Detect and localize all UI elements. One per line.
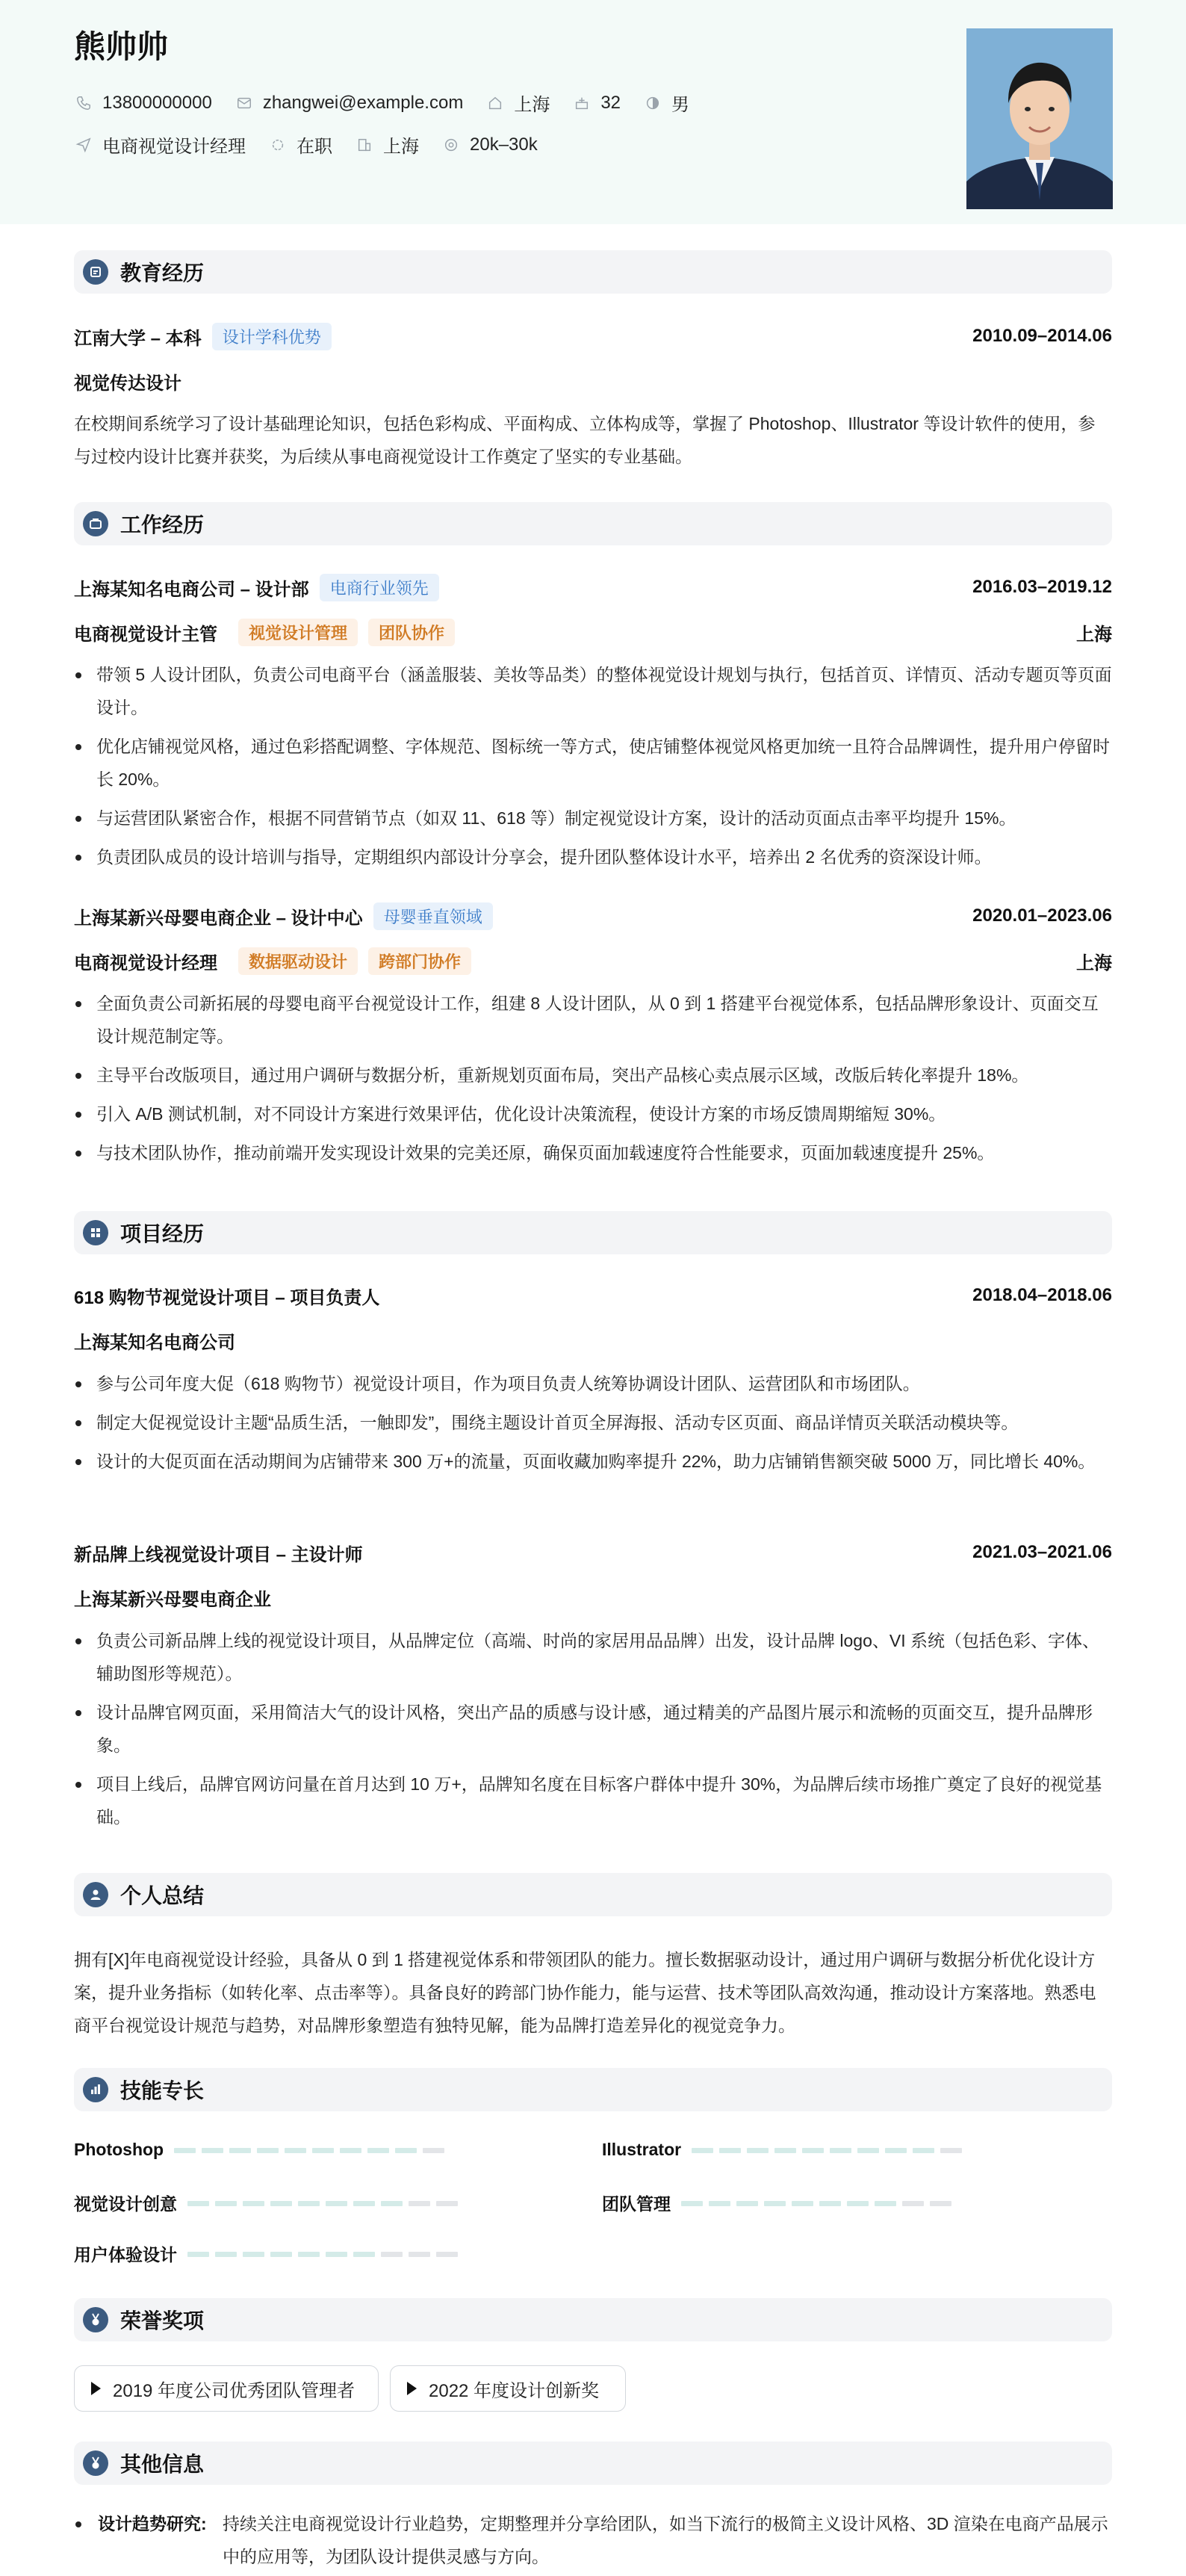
skill-level-segment bbox=[940, 2148, 962, 2153]
job-city: 上海 bbox=[1076, 953, 1112, 973]
skill-level-segment bbox=[326, 2252, 347, 2257]
skill-name: Photoshop bbox=[74, 2140, 164, 2159]
skill-level-segment bbox=[243, 2201, 264, 2206]
job-header-row bbox=[74, 571, 1112, 604]
skill-level-segment bbox=[187, 2252, 209, 2257]
project-date: 2018.04–2018.06 bbox=[972, 1285, 1112, 1305]
job-date: 2016.03–2019.12 bbox=[972, 577, 1112, 597]
user-icon bbox=[83, 1882, 108, 1907]
skill-level-segment bbox=[202, 2148, 223, 2153]
skill-level-segment bbox=[930, 2201, 951, 2206]
status-text: 在职 bbox=[296, 137, 332, 157]
section-title: 项目经历 bbox=[120, 1222, 205, 1245]
building-icon bbox=[355, 135, 374, 155]
position-item bbox=[74, 131, 246, 158]
company-name: 上海某知名电商公司 – 设计部 bbox=[74, 579, 309, 600]
school-tag: 设计学科优势 bbox=[212, 323, 332, 350]
skill-level-segment bbox=[298, 2252, 320, 2257]
salary-item bbox=[441, 134, 538, 155]
company-name: 上海某新兴母婴电商企业 – 设计中心 bbox=[74, 908, 363, 929]
list-item: 引入 A/B 测试机制，对不同设计方案进行效果评估，优化设计决策流程，使设计方案的市场反馈周期缩短 30%。 bbox=[74, 1097, 1112, 1130]
skill-level-segment bbox=[875, 2201, 896, 2206]
chart-icon bbox=[83, 2077, 108, 2102]
skill-level-segment bbox=[353, 2201, 375, 2206]
list-item: 制定大促视觉设计主题“品质生活，一触即发”，围绕主题设计首页全屏海报、活动专区页面、商品详情页关联活动模块等。 bbox=[74, 1406, 1112, 1439]
section-summary bbox=[74, 1873, 1112, 1916]
award-badge bbox=[74, 2365, 379, 2412]
section-title: 个人总结 bbox=[120, 1884, 205, 1907]
list-item: 主导平台改版项目，通过用户调研与数据分析，重新规划页面布局，突出产品核心卖点展示区域，改版后转化率提升 18%。 bbox=[74, 1059, 1112, 1092]
other-info-item bbox=[74, 2507, 1112, 2573]
other-text: 持续关注电商视觉设计行业趋势，定期整理并分享给团队，如当下流行的极简主义设计风格、3D 渲染在电商产品展示中的应用等，为团队设计提供灵感与方向。 bbox=[223, 2514, 1108, 2566]
city-text: 上海 bbox=[383, 137, 419, 157]
section-projects bbox=[74, 1211, 1112, 1254]
triangle-icon bbox=[91, 2382, 101, 2395]
skill-level-segment bbox=[436, 2252, 458, 2257]
skill-item bbox=[74, 2190, 471, 2215]
briefcase-icon bbox=[83, 511, 108, 536]
list-item: 与技术团队协作，推动前端开发实现设计效果的完美还原，确保页面加载速度符合性能要求，页面加载速度提升 25%。 bbox=[74, 1136, 1112, 1169]
skill-level-segment bbox=[719, 2148, 741, 2153]
skill-level-segment bbox=[270, 2252, 292, 2257]
section-awards bbox=[74, 2298, 1112, 2341]
profile-photo bbox=[966, 28, 1113, 209]
resume-header bbox=[0, 0, 1186, 224]
email-item bbox=[235, 93, 464, 114]
award-text: 2019 年度公司优秀团队管理者 bbox=[113, 2380, 356, 2401]
role-tag: 跨部门协作 bbox=[368, 947, 471, 975]
skill-level-segment bbox=[857, 2148, 879, 2153]
job-role: 电商视觉设计经理 bbox=[74, 953, 217, 973]
skill-item bbox=[74, 2140, 458, 2160]
skill-level-segment bbox=[187, 2201, 209, 2206]
project-company-row bbox=[74, 1324, 1112, 1357]
bullet-dot bbox=[75, 2521, 81, 2527]
skill-level-segment bbox=[423, 2148, 444, 2153]
send-icon bbox=[74, 135, 93, 155]
phone-item bbox=[74, 93, 212, 114]
project-date: 2021.03–2021.06 bbox=[972, 1542, 1112, 1562]
skill-level-segment bbox=[215, 2201, 237, 2206]
project-name: 618 购物节视觉设计项目 – 项目负责人 bbox=[74, 1287, 380, 1308]
skill-level-segment bbox=[270, 2201, 292, 2206]
company-tag: 母婴垂直领域 bbox=[373, 902, 493, 930]
list-item: 项目上线后，品牌官网访问量在首月达到 10 万+，品牌知名度在目标客户群体中提升 30%，为品牌后续市场推广奠定了良好的视觉基础。 bbox=[74, 1768, 1112, 1833]
role-tag: 团队协作 bbox=[368, 619, 455, 646]
skill-name: 团队管理 bbox=[602, 2194, 671, 2214]
skill-name: 用户体验设计 bbox=[74, 2245, 177, 2264]
skill-level-segment bbox=[298, 2201, 320, 2206]
project-bullets bbox=[74, 1624, 1112, 1839]
job-city: 上海 bbox=[1076, 624, 1112, 645]
project-company: 上海某新兴母婴电商企业 bbox=[74, 1589, 271, 1610]
skill-level-segment bbox=[381, 2252, 403, 2257]
skill-level-segment bbox=[326, 2201, 347, 2206]
skill-level-bar bbox=[187, 2199, 471, 2208]
list-item: 与运营团队紧密合作，根据不同营销节点（如双 11、618 等）制定视觉设计方案，设计的活动页面点击率平均提升 15%。 bbox=[74, 802, 1112, 835]
job-role: 电商视觉设计主管 bbox=[74, 624, 217, 645]
job-role-row bbox=[74, 616, 1112, 648]
list-item: 带领 5 人设计团队，负责公司电商平台（涵盖服装、美妆等品类）的整体视觉设计规划与执行，包括首页、详情页、活动专题页等页面设计。 bbox=[74, 658, 1112, 724]
skill-level-segment bbox=[819, 2201, 841, 2206]
city-item bbox=[355, 131, 419, 158]
section-skills bbox=[74, 2068, 1112, 2111]
job-date: 2020.01–2023.06 bbox=[972, 905, 1112, 926]
company-tag: 电商行业领先 bbox=[320, 574, 439, 601]
skill-level-segment bbox=[257, 2148, 279, 2153]
skill-level-bar bbox=[692, 2146, 975, 2155]
summary-text: 拥有[X]年电商视觉设计经验，具备从 0 到 1 搭建视觉体系和带领团队的能力。擅长数据驱动设计，通过用户调研与数据分析优化设计方案，提升业务指标（如转化率、点击率等）。具备良好的跨部门协作能力，能与运营、技术等团队高效沟通，推动设计方案落地。熟悉电商平台视觉设计规范与趋势，对品牌形象塑造有独特见解，能为品牌打造差异化的视觉竞争力。 bbox=[74, 1950, 1096, 2035]
skill-level-segment bbox=[395, 2148, 417, 2153]
skill-level-bar bbox=[681, 2199, 965, 2208]
skill-name: 视觉设计创意 bbox=[74, 2194, 177, 2214]
gender-icon bbox=[643, 93, 662, 113]
list-item: 负责团队成员的设计培训与指导，定期组织内部设计分享会，提升团队整体设计水平，培养出 2 名优秀的资深设计师。 bbox=[74, 840, 1112, 873]
section-education bbox=[74, 250, 1112, 294]
gender-text: 男 bbox=[671, 95, 690, 115]
skill-level-segment bbox=[409, 2201, 430, 2206]
project-company-row bbox=[74, 1581, 1112, 1614]
location-text: 上海 bbox=[514, 95, 550, 115]
section-title: 工作经历 bbox=[120, 513, 205, 536]
project-bullets bbox=[74, 1367, 1112, 1484]
skill-level-segment bbox=[709, 2201, 730, 2206]
education-desc: 在校期间系统学习了设计基础理论知识，包括色彩构成、平面构成、立体构成等，掌握了 Photoshop、Illustrator 等设计软件的使用，参与过校内设计比赛并获奖，为后续从事电商视觉设计工作奠定了坚实的专业基础。 bbox=[74, 414, 1096, 466]
status-item bbox=[268, 131, 332, 158]
section-work bbox=[74, 502, 1112, 545]
education-icon bbox=[83, 259, 108, 285]
major-name: 视觉传达设计 bbox=[74, 373, 181, 394]
skill-level-segment bbox=[747, 2148, 769, 2153]
skill-level-bar bbox=[174, 2146, 458, 2155]
skill-level-segment bbox=[409, 2252, 430, 2257]
section-title: 荣誉奖项 bbox=[120, 2309, 205, 2332]
skill-level-segment bbox=[774, 2148, 796, 2153]
phone-text: 13800000000 bbox=[102, 92, 212, 113]
skill-level-bar bbox=[187, 2250, 471, 2258]
other-label: 设计趋势研究: bbox=[98, 2514, 207, 2533]
skill-level-segment bbox=[802, 2148, 824, 2153]
project-name: 新品牌上线视觉设计项目 – 主设计师 bbox=[74, 1544, 363, 1565]
gender-item bbox=[643, 90, 689, 116]
list-item: 设计品牌官网页面，采用简洁大气的设计风格，突出产品的质感与设计感，通过精美的产品图片展示和流畅的页面交互，提升品牌形象。 bbox=[74, 1696, 1112, 1762]
education-date: 2010.09–2014.06 bbox=[972, 326, 1112, 346]
skill-level-segment bbox=[830, 2148, 851, 2153]
skill-level-segment bbox=[340, 2148, 361, 2153]
info-icon bbox=[83, 2450, 108, 2476]
grid-icon bbox=[83, 1220, 108, 1245]
skill-level-segment bbox=[381, 2201, 403, 2206]
skill-level-segment bbox=[353, 2252, 375, 2257]
award-badge bbox=[390, 2365, 626, 2412]
skill-level-segment bbox=[736, 2201, 758, 2206]
skill-level-segment bbox=[229, 2148, 251, 2153]
skill-level-segment bbox=[764, 2201, 786, 2206]
home-icon bbox=[485, 93, 505, 113]
skill-level-segment bbox=[312, 2148, 334, 2153]
skill-item bbox=[602, 2190, 965, 2215]
section-title: 教育经历 bbox=[120, 261, 205, 285]
phone-icon bbox=[74, 93, 93, 113]
location-item bbox=[485, 90, 550, 116]
skill-level-segment bbox=[902, 2201, 924, 2206]
skill-level-segment bbox=[913, 2148, 934, 2153]
position-text: 电商视觉设计经理 bbox=[102, 137, 246, 157]
education-header-row bbox=[74, 320, 1112, 353]
school-name: 江南大学 – 本科 bbox=[74, 328, 202, 349]
skill-level-segment bbox=[174, 2148, 196, 2153]
list-item: 参与公司年度大促（618 购物节）视觉设计项目，作为项目负责人统筹协调设计团队、运营团队和市场团队。 bbox=[74, 1367, 1112, 1400]
job-bullets bbox=[74, 658, 1112, 879]
award-text: 2022 年度设计创新奖 bbox=[429, 2380, 600, 2401]
section-title: 其他信息 bbox=[120, 2453, 205, 2476]
list-item: 全面负责公司新拓展的母婴电商平台视觉设计工作，组建 8 人设计团队，从 0 到 1 搭建平台视觉体系，包括品牌形象设计、页面交互设计规范制定等。 bbox=[74, 987, 1112, 1053]
project-header-row bbox=[74, 1279, 1112, 1312]
email-text: zhangwei@example.com bbox=[262, 92, 464, 113]
section-title: 技能专长 bbox=[120, 2079, 205, 2102]
skill-level-segment bbox=[692, 2148, 713, 2153]
skill-level-segment bbox=[243, 2252, 264, 2257]
triangle-icon bbox=[407, 2382, 417, 2395]
skill-level-segment bbox=[215, 2252, 237, 2257]
skill-level-segment bbox=[436, 2201, 458, 2206]
section-other bbox=[74, 2442, 1112, 2485]
project-company: 上海某知名电商公司 bbox=[74, 1332, 235, 1353]
skill-level-segment bbox=[847, 2201, 869, 2206]
skill-item bbox=[602, 2140, 975, 2160]
skill-name: Illustrator bbox=[602, 2140, 682, 2159]
list-item: 优化店铺视觉风格，通过色彩搭配调整、字体规范、图标统一等方式，使店铺整体视觉风格更加统一且符合品牌调性，提升用户停留时长 20%。 bbox=[74, 730, 1112, 796]
role-tag: 数据驱动设计 bbox=[238, 947, 358, 975]
cake-icon bbox=[572, 93, 592, 113]
project-header-row bbox=[74, 1536, 1112, 1569]
salary-text: 20k–30k bbox=[470, 134, 538, 155]
skill-level-segment bbox=[792, 2201, 813, 2206]
skill-level-segment bbox=[885, 2148, 907, 2153]
role-tag: 视觉设计管理 bbox=[238, 619, 358, 646]
candidate-name: 熊帅帅 bbox=[74, 29, 169, 64]
contact-row bbox=[74, 90, 712, 116]
skill-item bbox=[74, 2241, 471, 2266]
job-bullets bbox=[74, 987, 1112, 1175]
coin-icon bbox=[441, 135, 461, 155]
list-item: 设计的大促页面在活动期间为店铺带来 300 万+的流量，页面收藏加购率提升 22%，助力店铺销售额突破 5000 万，同比增长 40%。 bbox=[74, 1445, 1112, 1478]
job-header-row bbox=[74, 900, 1112, 932]
job-role-row bbox=[74, 944, 1112, 977]
skill-level-segment bbox=[681, 2201, 703, 2206]
mail-icon bbox=[235, 93, 254, 113]
skill-level-segment bbox=[285, 2148, 306, 2153]
list-item: 负责公司新品牌上线的视觉设计项目，从品牌定位（高端、时尚的家居用品品牌）出发，设计品牌 logo、VI 系统（包括色彩、字体、辅助图形等规范）。 bbox=[74, 1624, 1112, 1690]
major-row bbox=[74, 365, 1112, 397]
job-intent-row bbox=[74, 131, 560, 158]
age-item bbox=[572, 93, 621, 114]
skill-level-segment bbox=[367, 2148, 389, 2153]
age-text: 32 bbox=[600, 92, 621, 113]
status-icon bbox=[268, 135, 288, 155]
medal-icon bbox=[83, 2307, 108, 2332]
